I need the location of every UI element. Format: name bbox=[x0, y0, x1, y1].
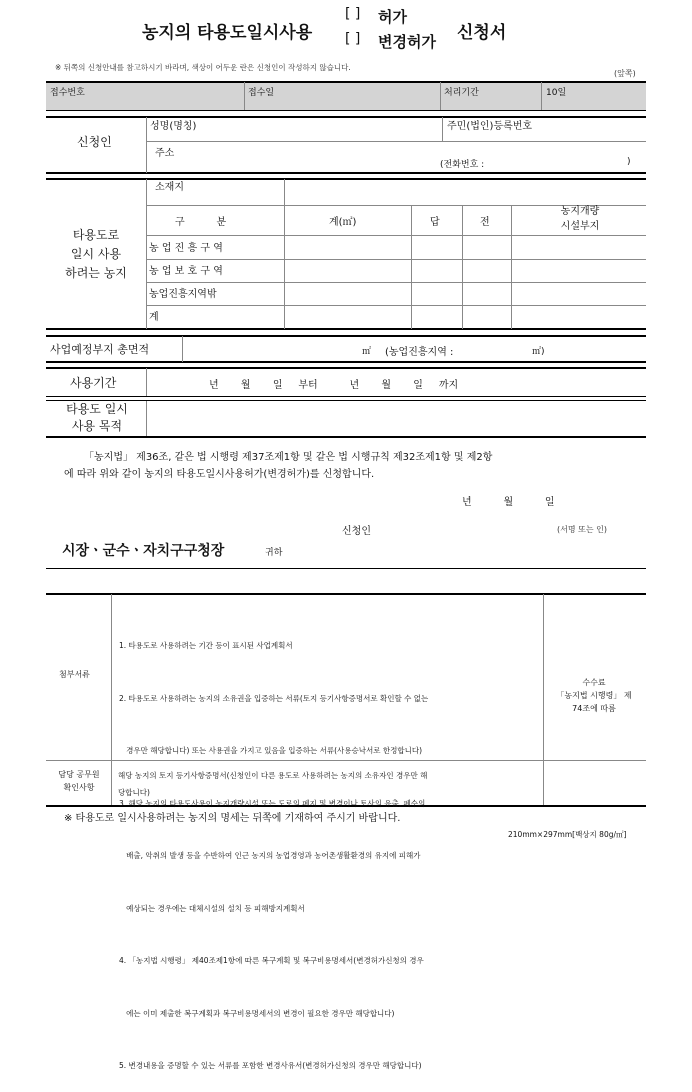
official-check-label: 담당 공무원 확인사항 bbox=[58, 770, 100, 792]
recipient: 시장ㆍ군수ㆍ자치구구청장 bbox=[62, 543, 225, 559]
total-column-header: 계(㎡) bbox=[329, 217, 357, 228]
signer-label: 신청인 bbox=[342, 526, 371, 537]
row-promotion-area: 농 업 진 흥 구 역 bbox=[149, 243, 223, 254]
declaration-line2: 에 따라 위와 같이 농지의 타용도일시사용허가(변경허가)를 신청합니다. bbox=[64, 469, 375, 480]
phone-input[interactable] bbox=[510, 157, 620, 169]
processing-period-value: 10일 bbox=[546, 88, 567, 98]
total-area-label: 사업예정부지 총면적 bbox=[50, 343, 150, 356]
change-permit-option: 변경허가 bbox=[378, 33, 436, 51]
attachment-item: 4. 「농지법 시행령」 제40조제1항에 따른 복구계획 및 복구비용명세서(변경허가신청의 경우 bbox=[119, 956, 424, 965]
address-input[interactable] bbox=[190, 144, 630, 156]
page-label: (앞쪽) bbox=[614, 69, 636, 78]
applicant-header: 신청인 bbox=[77, 135, 112, 149]
processing-period-label: 처리기간 bbox=[444, 88, 479, 98]
form-title: 농지의 타용도일시사용 bbox=[142, 23, 313, 43]
paddy-column-header: 답 bbox=[430, 217, 440, 228]
total-area-input[interactable] bbox=[190, 340, 355, 358]
row-total: 계 bbox=[149, 312, 159, 323]
address-label: 주소 bbox=[155, 148, 175, 159]
location-input[interactable] bbox=[288, 182, 640, 202]
name-input[interactable] bbox=[240, 118, 438, 138]
declaration-line1: 「농지법」 제36조, 같은 법 시행령 제37조제1항 및 같은 법 시행규칙 제32조제1항 및 제2항 bbox=[84, 452, 493, 463]
name-label: 성명(명칭) bbox=[150, 121, 197, 132]
category-column-header: 구 분 bbox=[175, 217, 227, 228]
attachment-item: 1. 타용도로 사용하려는 기간 등이 표시된 사업계획서 bbox=[119, 641, 293, 650]
attachment-item: 3. 해당 농지의 타용도사용이 농지개량시설 또는 도로의 폐지 및 변경이나 토사의 유출, 폐수의 bbox=[119, 798, 426, 808]
checkbox-permit[interactable]: [ ] bbox=[345, 6, 361, 22]
facility-column-header: 농지개량 시설부지 bbox=[560, 206, 600, 232]
attachment-item: 5. 변경내용을 증명할 수 있는 서류를 포함한 변경사유서(변경허가신청의 경우만 해당합니다) bbox=[119, 1061, 422, 1070]
row-protection-area: 농 업 보 호 구 역 bbox=[149, 266, 223, 277]
footer-notice: ※ 타용도로 일시사용하려는 농지의 명세는 뒤쪽에 기재하여 주시기 바랍니다. bbox=[64, 813, 401, 824]
attachment-item: 에는 이미 제출한 복구계획과 복구비용명세서의 변경이 필요한 경우만 해당합니다) bbox=[119, 1008, 395, 1018]
purpose-input[interactable] bbox=[152, 404, 640, 432]
recipient-suffix: 귀하 bbox=[265, 548, 283, 558]
location-label: 소재지 bbox=[155, 182, 184, 193]
checkbox-change-permit[interactable]: [ ] bbox=[345, 31, 361, 47]
land-header: 타용도로 일시 사용 하려는 농지 bbox=[65, 228, 127, 280]
area-unit: ㎡ bbox=[362, 347, 372, 357]
purpose-label: 타용도 일시 사용 목적 bbox=[66, 402, 128, 433]
sign-note: (서명 또는 인) bbox=[557, 525, 607, 534]
attachment-item: 2. 타용도로 사용하려는 농지의 소유권을 입증하는 서류(토지 등기사항증명서로 확인할 수 없는 bbox=[119, 693, 429, 703]
paper-spec: 210mm×297mm[백상지 80g/㎡] bbox=[508, 830, 627, 839]
promotion-area-label: (농업진흥지역 : bbox=[385, 347, 454, 358]
phone-close: ) bbox=[627, 157, 631, 167]
attachments-label: 첨부서류 bbox=[59, 670, 90, 679]
id-number-input[interactable] bbox=[550, 118, 642, 138]
top-notice: ※ 뒤쪽의 신청안내를 참고하시기 바라며, 색상이 어두운 란은 신청인이 작성하지 않습니다. bbox=[55, 63, 351, 72]
receipt-number-label: 접수번호 bbox=[50, 88, 85, 98]
row-outside-area: 농업진흥지역밖 bbox=[149, 289, 217, 300]
phone-label: (전화번호 : bbox=[440, 160, 485, 170]
fee-info: 수수료 「농지법 시행령」 제 74조에 따름 bbox=[556, 678, 632, 713]
receipt-date-label: 접수일 bbox=[248, 88, 275, 98]
field-column-header: 전 bbox=[480, 217, 490, 228]
attachment-item: 예상되는 경우에는 대체시설의 설치 등 피해방지계획서 bbox=[119, 903, 305, 913]
attachment-item: 배출, 악취의 발생 등을 수반하여 인근 농지의 농업경영과 농어촌생활환경의 유지에 피해가 bbox=[119, 851, 421, 860]
application-date: 년 월 일 bbox=[462, 497, 555, 508]
attachments-list bbox=[119, 602, 428, 1092]
usage-period-label: 사용기간 bbox=[70, 376, 117, 390]
promotion-area-unit: ㎡) bbox=[532, 347, 545, 357]
official-check-text: 해당 농지의 토지 등기사항증명서(신청인이 다른 용도로 사용하려는 농지의 소유자인 경우만 해 당합니다) bbox=[118, 771, 428, 797]
usage-period-text: 년 월 일 부터 년 월 일 까지 bbox=[209, 380, 459, 391]
attachment-item: 경우만 해당합니다) 또는 사용권을 가지고 있음을 입증하는 서류(사용승낙서로 한정합니다) bbox=[119, 746, 423, 755]
form-title-suffix: 신청서 bbox=[457, 23, 507, 43]
permit-option: 허가 bbox=[378, 8, 407, 26]
id-number-label: 주민(법인)등록번호 bbox=[447, 121, 533, 132]
